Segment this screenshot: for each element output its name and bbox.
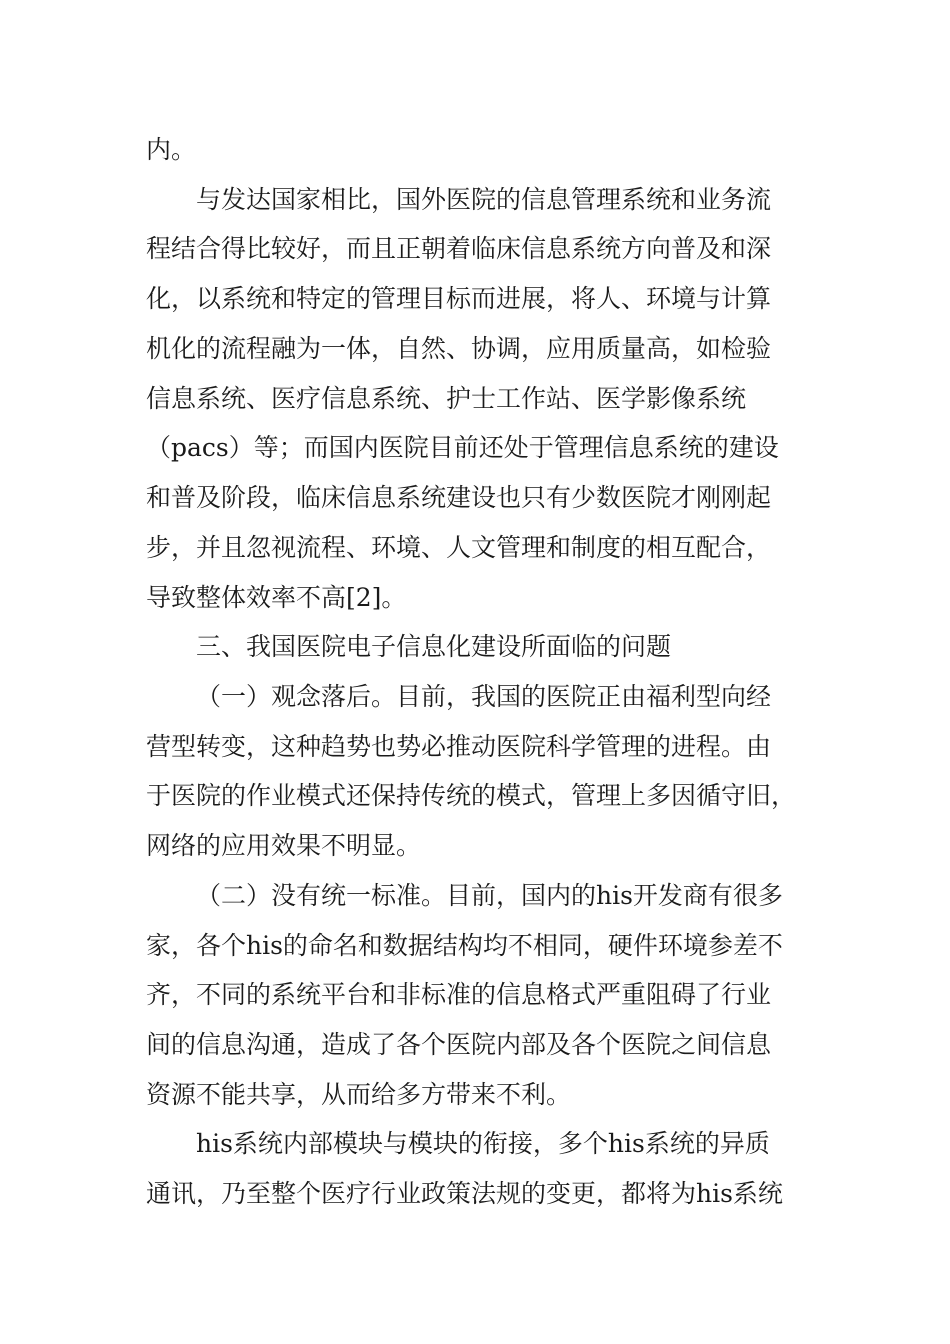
text-line: 于医院的作业模式还保持传统的模式，管理上多因循守旧， <box>146 781 797 810</box>
text-line: 与发达国家相比，国外医院的信息管理系统和业务流 <box>196 185 772 214</box>
section-heading: 三、我国医院电子信息化建设所面临的问题 <box>196 632 672 661</box>
text-line: 家，各个his的命名和数据结构均不相同，硬件环境参差不 <box>146 931 783 960</box>
text-line: 步，并且忽视流程、环境、人文管理和制度的相互配合， <box>146 533 772 562</box>
text-line: 网络的应用效果不明显。 <box>146 831 422 860</box>
text-line: 资源不能共享，从而给多方带来不利。 <box>146 1080 572 1109</box>
text-line: 化，以系统和特定的管理目标而进展，将人、环境与计算 <box>146 284 772 313</box>
text-line: 齐，不同的系统平台和非标准的信息格式严重阻碍了行业 <box>146 980 772 1009</box>
text-line: 内。 <box>146 135 197 164</box>
text-line: 通讯，乃至整个医疗行业政策法规的变更，都将为his系统 <box>146 1179 783 1208</box>
text-line: his系统内部模块与模块的衔接，多个his系统的异质 <box>196 1129 770 1158</box>
text-line: （二）没有统一标准。目前，国内的his开发商有很多 <box>196 881 783 910</box>
text-line: 信息系统、医疗信息系统、护士工作站、医学影像系统 <box>146 384 747 413</box>
text-line: 机化的流程融为一体，自然、协调，应用质量高，如检验 <box>146 334 772 363</box>
text-line: （一）观念落后。目前，我国的医院正由福利型向经 <box>196 682 772 711</box>
text-line: 和普及阶段，临床信息系统建设也只有少数医院才刚刚起 <box>146 483 772 512</box>
text-line: 导致整体效率不高[2]。 <box>146 583 407 612</box>
text-line: 间的信息沟通，造成了各个医院内部及各个医院之间信息 <box>146 1030 772 1059</box>
text-line: 程结合得比较好，而且正朝着临床信息系统方向普及和深 <box>146 234 772 263</box>
text-line: 营型转变，这种趋势也势必推动医院科学管理的进程。由 <box>146 732 772 761</box>
text-line: （pacs）等；而国内医院目前还处于管理信息系统的建设 <box>146 433 779 462</box>
